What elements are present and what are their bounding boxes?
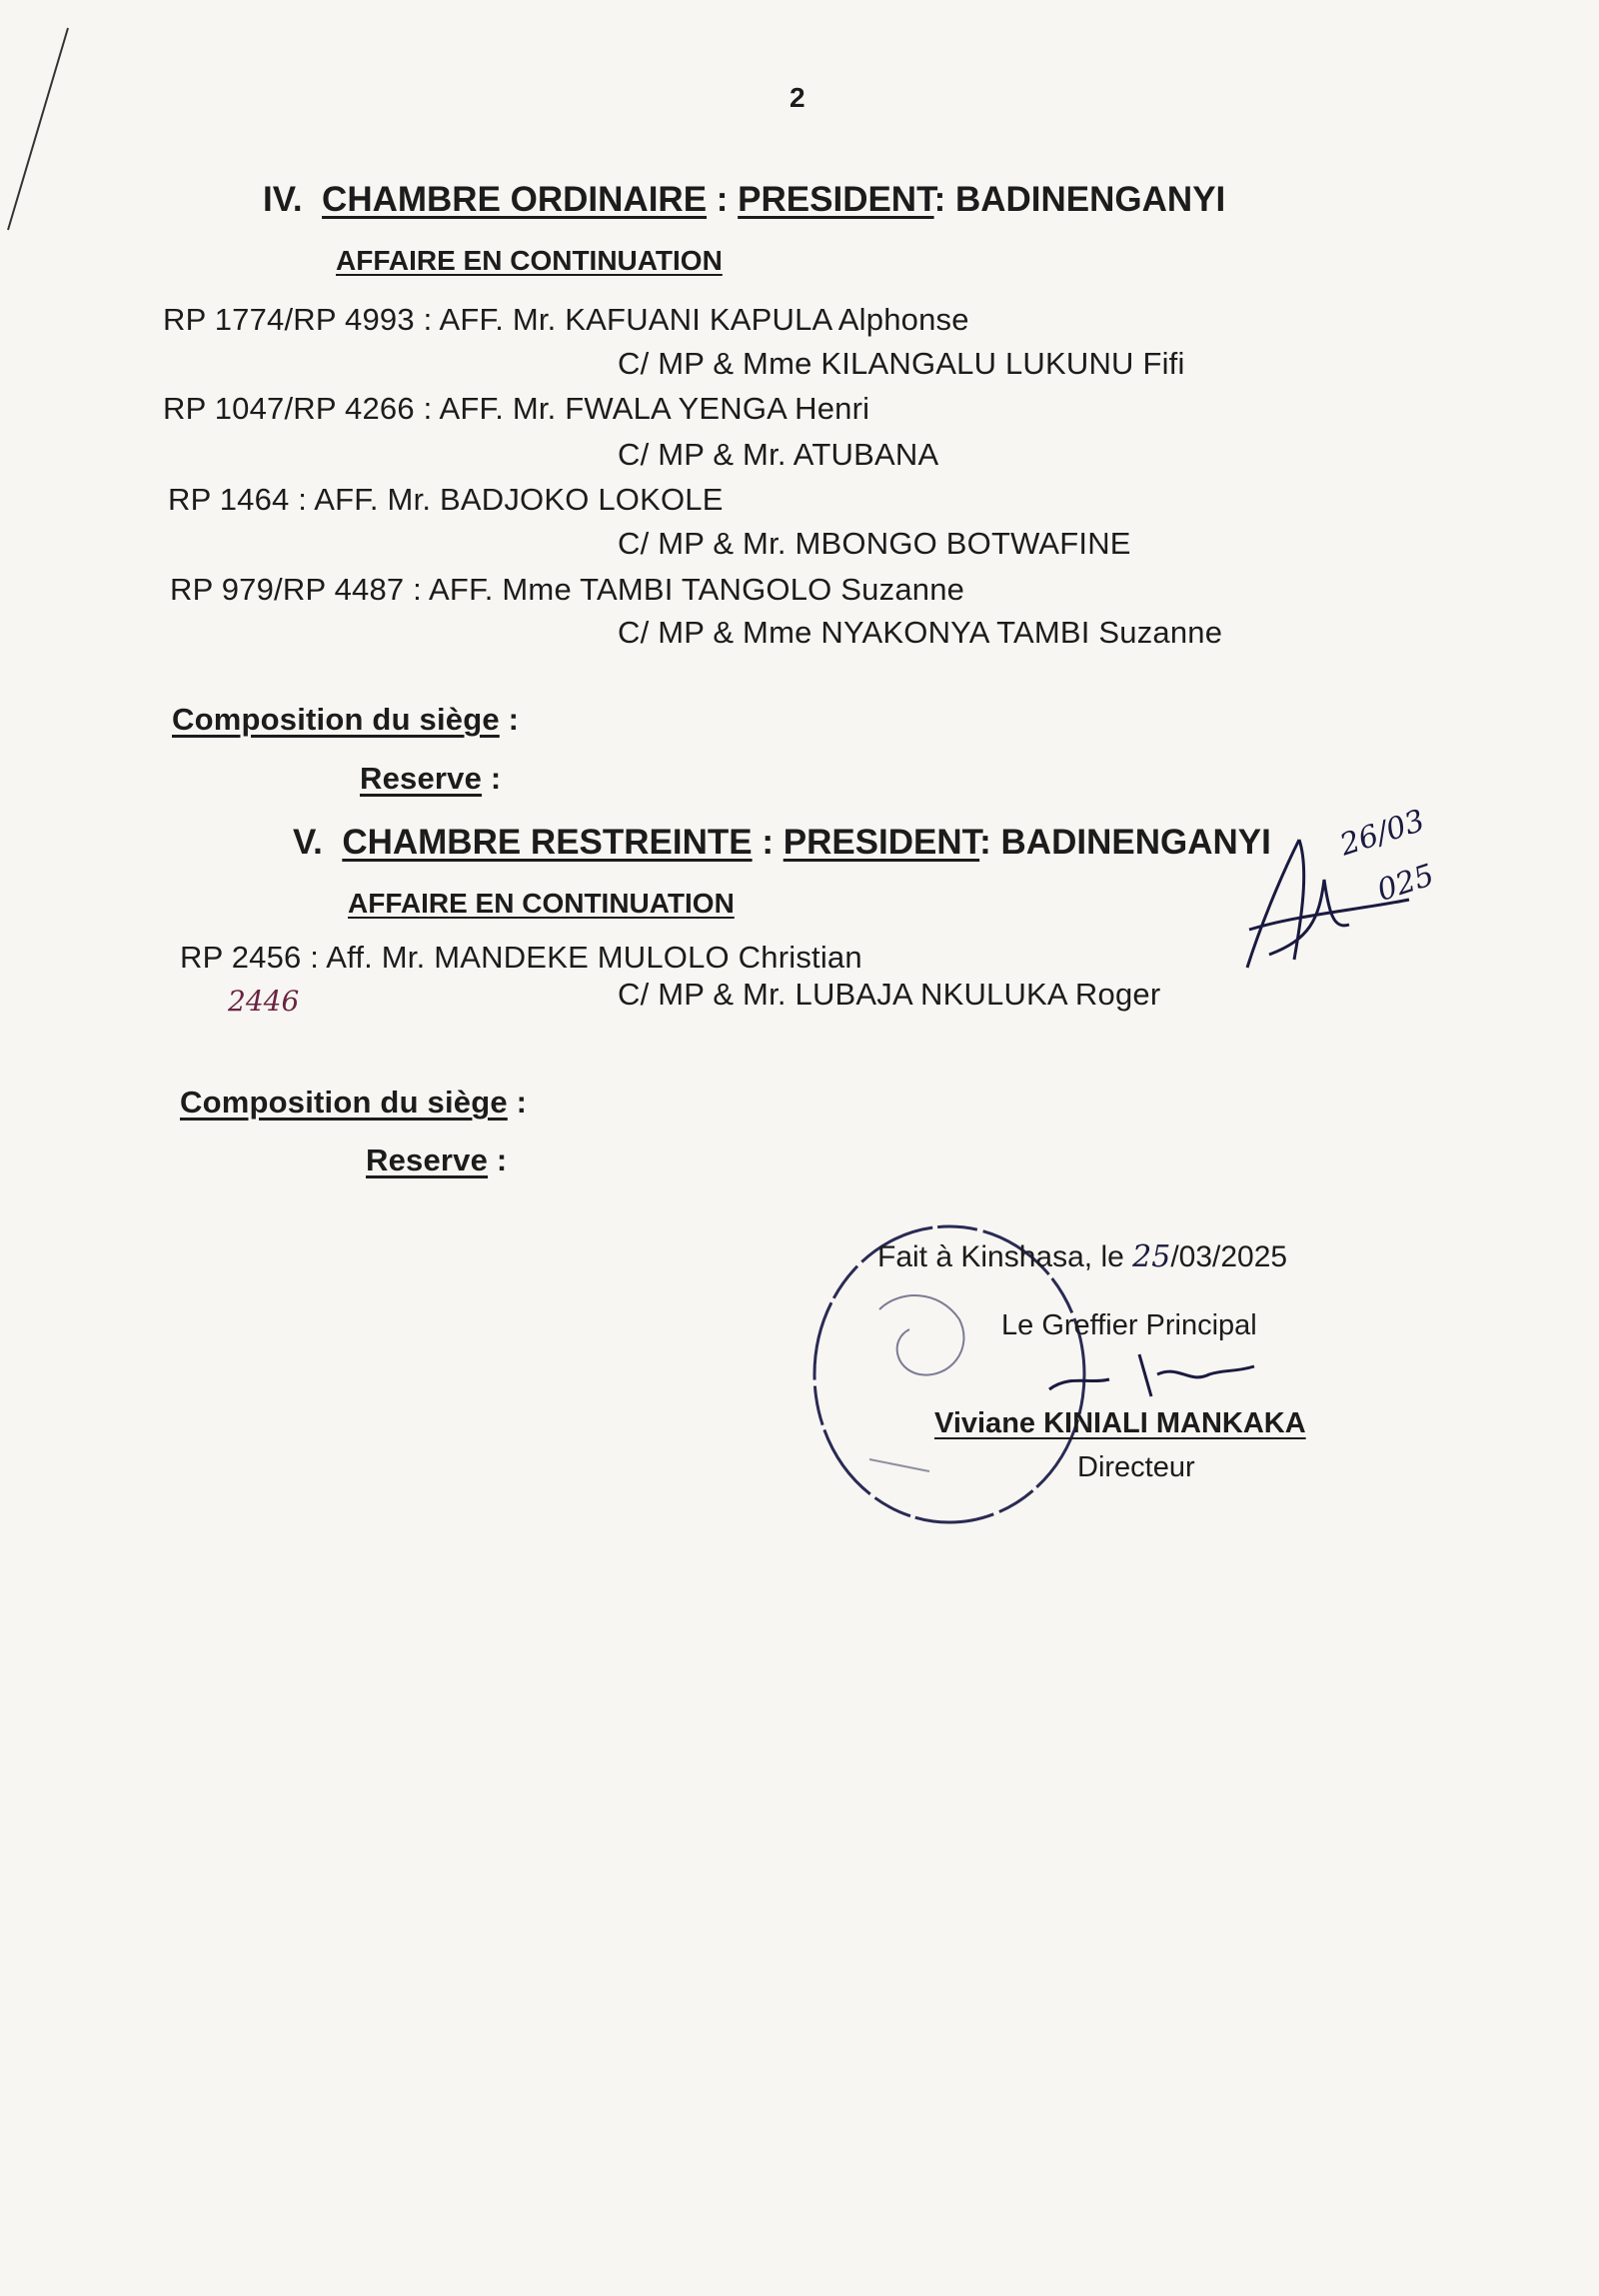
date-suffix: /03/2025 [1170,1240,1288,1273]
page-number: 2 [790,82,805,113]
signatory-title: Directeur [1077,1451,1195,1483]
case-v-1-against: C/ MP & Mr. LUBAJA NKULUKA Roger [618,977,1161,1012]
case-iv-2-ref: RP 1047/RP 4266 : AFF. Mr. FWALA YENGA Henri [163,391,870,426]
handwritten-case-number: 2446 [228,985,300,1018]
case-iv-2-against: C/ MP & Mr. ATUBANA [618,437,939,472]
signature-scribble-icon [1039,1344,1259,1404]
handwritten-date-top: 26/03 [1335,803,1429,864]
section-iv-sep: : [707,180,739,219]
section-v-sep: : [752,823,784,862]
signatory-name: Viviane KINIALI MANKAKA [934,1407,1306,1439]
section-iv-president-label: PRESIDENT [738,180,934,219]
case-iv-3-against: C/ MP & Mr. MBONGO BOTWAFINE [618,526,1131,561]
section-iv-subheading: AFFAIRE EN CONTINUATION [336,245,723,276]
handwritten-date-bottom: 025 [1372,858,1439,909]
section-v-reserve [366,1143,507,1178]
section-v-heading [293,823,1271,863]
section-v-chamber: CHAMBRE RESTREINTE [342,823,753,862]
section-v-president-label: PRESIDENT [783,823,980,862]
section-iv-reserve [360,761,501,797]
section-iv-heading [263,180,1225,220]
section-iv-composition-label: Composition du siège [172,702,500,737]
case-v-1-ref: RP 2456 : Aff. Mr. MANDEKE MULOLO Christian [180,940,862,975]
place-date-line [877,1239,1287,1274]
section-iv-reserve-colon: : [482,761,502,796]
scan-edge-mark [0,20,80,240]
section-v-president-name: : BADINENGANYI [979,823,1271,862]
section-iv-numeral: IV. [263,180,303,219]
signatory-role: Le Greffier Principal [1001,1309,1257,1341]
section-v-reserve-label: Reserve [366,1143,489,1177]
section-iv-president-name: : BADINENGANYI [933,180,1226,219]
handwritten-day: 25 [1132,1239,1171,1274]
section-iv-chamber: CHAMBRE ORDINAIRE [322,180,708,219]
case-iv-4-ref: RP 979/RP 4487 : AFF. Mme TAMBI TANGOLO Suzanne [170,572,965,607]
section-iv-reserve-label: Reserve [360,761,483,796]
section-iv-composition-colon: : [499,702,520,737]
section-v-composition-label: Composition du siège [180,1085,508,1120]
section-v-composition-colon: : [507,1085,528,1120]
case-iv-4-against: C/ MP & Mme NYAKONYA TAMBI Suzanne [618,615,1223,650]
section-v-reserve-colon: : [488,1143,508,1177]
case-iv-1-ref: RP 1774/RP 4993 : AFF. Mr. KAFUANI KAPULA Alphonse [163,302,969,337]
case-iv-1-against: C/ MP & Mme KILANGALU LUKUNU Fifi [618,346,1185,381]
section-iv-composition [172,702,519,738]
section-v-subheading: AFFAIRE EN CONTINUATION [348,888,735,919]
case-iv-3-ref: RP 1464 : AFF. Mr. BADJOKO LOKOLE [168,482,724,517]
section-v-numeral: V. [293,823,323,862]
section-v-composition [180,1085,527,1121]
place-date-prefix: Fait à Kinshasa, le [877,1240,1133,1273]
